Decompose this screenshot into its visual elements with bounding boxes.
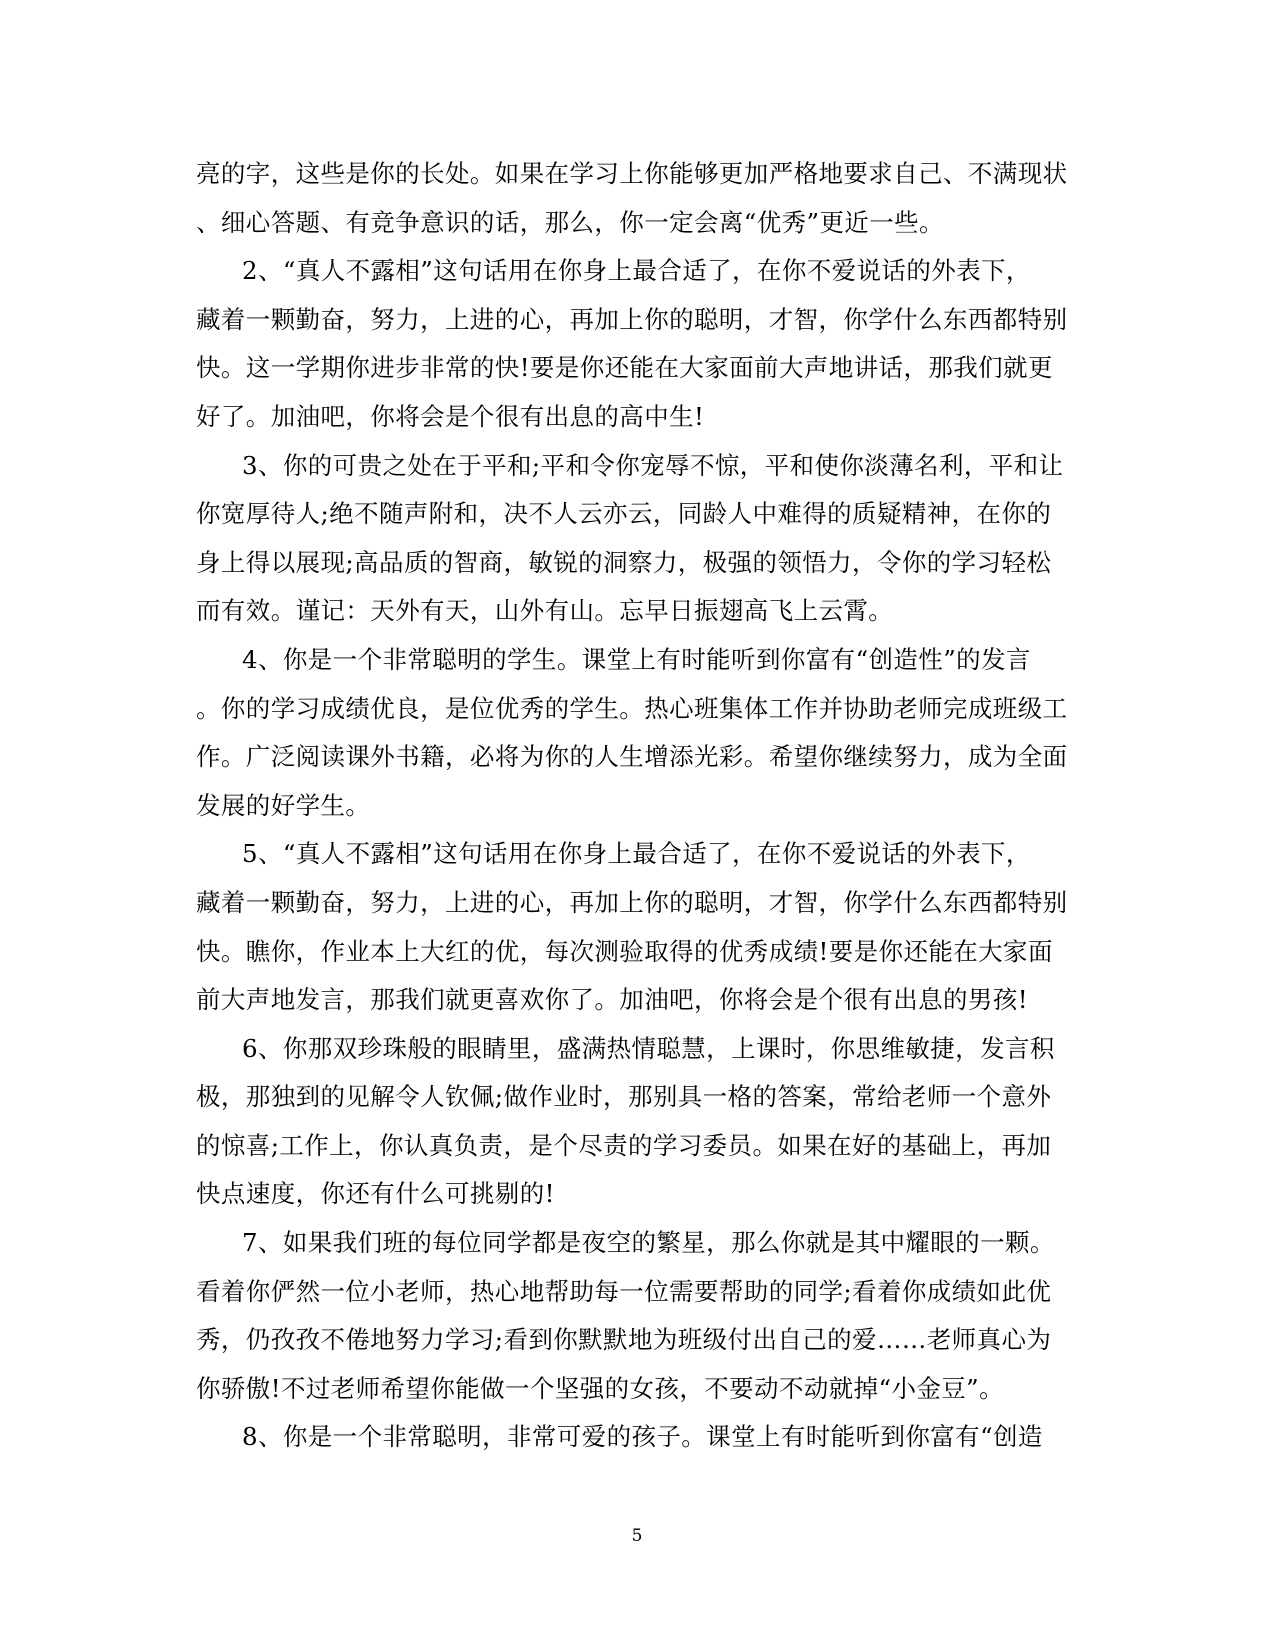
text-line: 7、如果我们班的每位同学都是夜空的繁星，那么你就是其中耀眼的一颗。 <box>242 1228 1055 1258</box>
text-line: 亮的字，这些是你的长处。如果在学习上你能够更加严格地要求自己、不满现状 <box>196 159 1068 188</box>
text-line: 发展的好学生。 <box>196 790 371 820</box>
text-line: 5、“真人不露相”这句话用在你身上最合适了，在你不爱说话的外表下， <box>242 839 1031 869</box>
text-line: 。你的学习成绩优良，是位优秀的学生。热心班集体工作并协助老师完成班级工 <box>196 693 1068 723</box>
text-line: 好了。加油吧，你将会是个很有出息的高中生! <box>196 401 705 431</box>
text-line: 你宽厚待人;绝不随声附和，决不人云亦云，同龄人中难得的质疑精神，在你的 <box>196 499 1052 529</box>
text-line: 2、“真人不露相”这句话用在你身上最合适了，在你不爱说话的外表下， <box>242 256 1031 286</box>
text-line: 藏着一颗勤奋，努力，上进的心，再加上你的聪明，才智，你学什么东西都特别 <box>196 887 1068 917</box>
text-line: 身上得以展现;高品质的智商，敏锐的洞察力，极强的领悟力，令你的学习轻松 <box>196 547 1052 577</box>
text-line: 4、你是一个非常聪明的学生。课堂上有时能听到你富有“创造性”的发言 <box>242 644 1031 674</box>
text-line: 秀，仍孜孜不倦地努力学习;看到你默默地为班级付出自己的爱……老师真心为 <box>196 1325 1052 1355</box>
document-body <box>196 150 1076 1462</box>
text-line: 8、你是一个非常聪明，非常可爱的孩子。课堂上有时能听到你富有“创造 <box>242 1422 1043 1452</box>
text-line: 快。瞧你，作业本上大红的优，每次测验取得的优秀成绩!要是你还能在大家面 <box>196 936 1053 966</box>
text-line: 3、你的可贵之处在于平和;平和令你宠辱不惊，平和使你淡薄名利，平和让 <box>242 450 1064 480</box>
text-line: 藏着一颗勤奋，努力，上进的心，再加上你的聪明，才智，你学什么东西都特别 <box>196 304 1068 334</box>
text-line: 快点速度，你还有什么可挑剔的! <box>196 1179 555 1209</box>
text-line: 6、你那双珍珠般的眼睛里，盛满热情聪慧，上课时，你思维敏捷，发言积 <box>242 1033 1055 1063</box>
text-line: 的惊喜;工作上，你认真负责，是个尽责的学习委员。如果在好的基础上，再加 <box>196 1130 1052 1160</box>
text-line: 前大声地发言，那我们就更喜欢你了。加油吧，你将会是个很有出息的男孩! <box>196 985 1028 1015</box>
page-number: 5 <box>631 1526 643 1546</box>
text-line: 快。这一学期你进步非常的快!要是你还能在大家面前大声地讲话，那我们就更 <box>196 353 1053 383</box>
text-line: 极，那独到的见解令人钦佩;做作业时，那别具一格的答案，常给老师一个意外 <box>196 1082 1052 1112</box>
text-line: 作。广泛阅读课外书籍，必将为你的人生增添光彩。希望你继续努力，成为全面 <box>196 742 1068 772</box>
text-line: 你骄傲!不过老师希望你能做一个坚强的女孩，不要动不动就掉“小金豆”。 <box>196 1373 1004 1403</box>
text-line: 、细心答题、有竞争意识的话，那么，你一定会离“优秀”更近一些。 <box>196 207 944 237</box>
text-line: 看着你俨然一位小老师，热心地帮助每一位需要帮助的同学;看着你成绩如此优 <box>196 1276 1052 1306</box>
text-line: 而有效。谨记：天外有天，山外有山。忘早日振翅高飞上云霄。 <box>196 596 894 626</box>
